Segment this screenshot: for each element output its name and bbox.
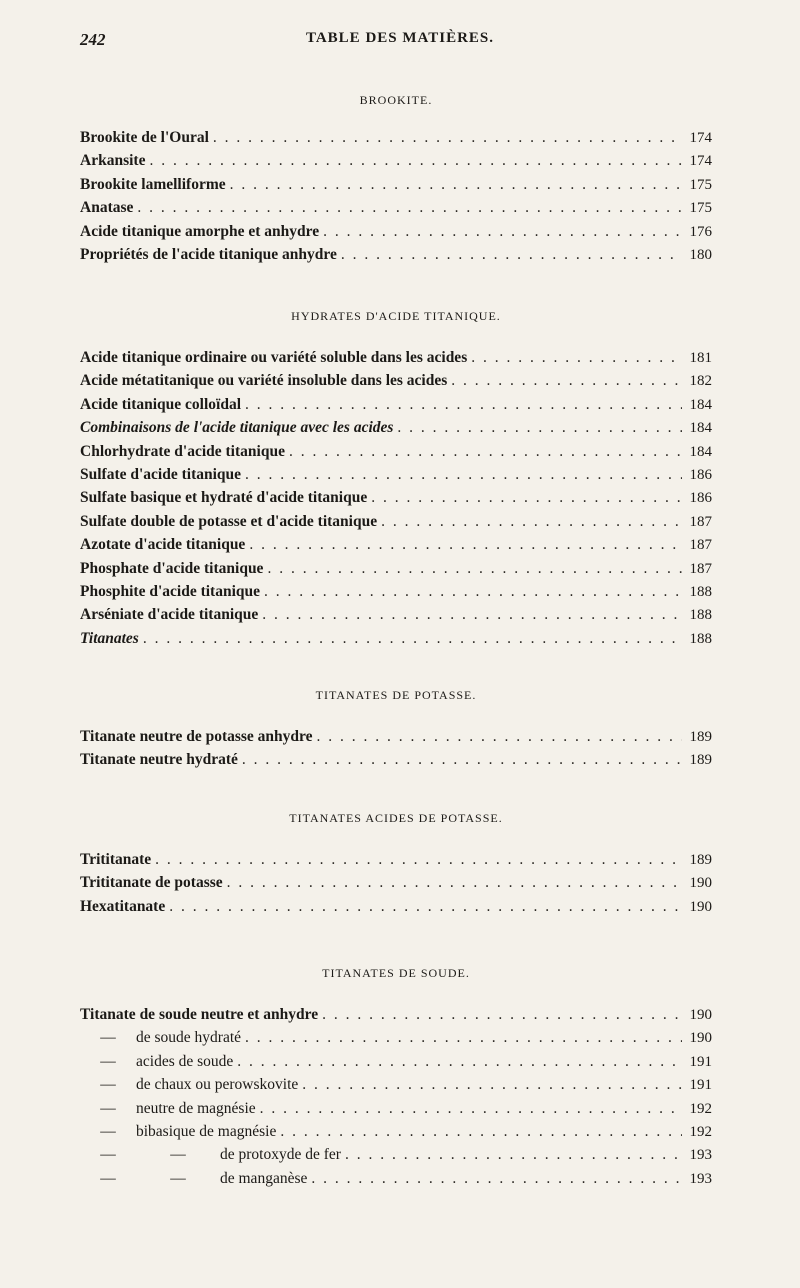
dot-leader: [169, 895, 682, 918]
toc-entry: [80, 627, 712, 650]
entry-label: Acide titanique colloïdal: [80, 395, 242, 413]
section-heading: TITANATES ACIDES DE POTASSE.: [289, 811, 503, 825]
entry-label: Hexatitanate: [80, 897, 166, 915]
entry-label: Trititanate de potasse: [80, 874, 223, 892]
entry-label: Sulfate d'acide titanique: [80, 465, 242, 483]
entry-page-number: 175: [689, 176, 712, 193]
dot-leader: [262, 603, 682, 626]
entry-label: [80, 1026, 241, 1049]
toc-entry: [80, 126, 712, 149]
entry-label: [80, 1120, 276, 1143]
toc-entry: [80, 1050, 712, 1073]
entry-label: Anatase: [80, 199, 134, 217]
dot-leader: [245, 1026, 682, 1049]
entry-page-number: 189: [689, 852, 712, 868]
entry-label: [80, 1143, 341, 1166]
entry-page-number: 187: [689, 537, 712, 554]
entry-label: Phosphite d'acide titanique: [80, 582, 260, 600]
entry-label: Phosphate d'acide titanique: [80, 559, 264, 577]
dot-leader: [471, 346, 682, 369]
entry-page-number: 190: [689, 875, 712, 892]
ditto-dash: —: [100, 1169, 116, 1187]
entry-page-number: 184: [689, 420, 712, 437]
dot-leader: [371, 486, 682, 509]
toc-section: [80, 306, 712, 650]
toc-entries: [80, 1003, 712, 1190]
toc-entry: [80, 1143, 712, 1166]
dot-leader: [245, 463, 682, 486]
entry-page-number: 186: [689, 466, 712, 483]
entry-label: Acide métatitanique ou variété insoluble dans les acides: [80, 372, 448, 390]
toc-entries: [80, 346, 712, 650]
toc-entry: [80, 243, 712, 266]
dot-leader: [155, 848, 682, 871]
toc-entry: [80, 725, 712, 748]
entry-page-number: 176: [689, 223, 712, 240]
toc-section: [80, 685, 712, 772]
dot-leader: [264, 580, 682, 603]
entry-page-number: 186: [689, 490, 712, 507]
entry-text: de chaux ou perowskovite: [136, 1076, 299, 1094]
toc-entry: [80, 1120, 712, 1143]
entry-page-number: 189: [689, 729, 712, 745]
toc-entry: [80, 1097, 712, 1120]
dot-leader: [143, 627, 682, 650]
entry-text: neutre de magnésie: [136, 1099, 256, 1117]
toc-entry: [80, 1003, 712, 1026]
dot-leader: [237, 1050, 682, 1073]
dot-leader: [322, 1003, 682, 1026]
toc-entry: [80, 220, 712, 243]
ditto-dash: —: [100, 1076, 116, 1094]
ditto-dash: —: [100, 1146, 116, 1164]
section-heading: HYDRATES D'ACIDE TITANIQUE.: [291, 309, 501, 323]
entry-label: Acide titanique ordinaire ou variété soluble dans les acides: [80, 349, 468, 366]
dot-leader: [267, 557, 682, 580]
ditto-dash: —: [170, 1169, 186, 1187]
dot-leader: [323, 220, 682, 243]
entry-label: Titanate de soude neutre et anhydre: [80, 1006, 319, 1023]
ditto-dash: —: [100, 1029, 116, 1047]
entry-label: Sulfate basique et hydraté d'acide titanique: [80, 489, 368, 507]
dot-leader: [260, 1097, 682, 1120]
entry-label: Propriétés de l'acide titanique anhydre: [80, 245, 337, 263]
dot-leader: [149, 149, 682, 172]
entry-page-number: 192: [689, 1123, 712, 1140]
toc-entry: [80, 895, 712, 918]
entry-label: Combinaisons de l'acide titanique avec les acides: [80, 419, 394, 437]
ditto-dash: —: [170, 1146, 186, 1164]
ditto-dash: —: [100, 1099, 116, 1117]
section-heading: TITANATES DE POTASSE.: [315, 688, 477, 702]
entry-text: de manganèse: [220, 1169, 308, 1187]
entry-page-number: 175: [689, 200, 712, 217]
dot-leader: [451, 369, 682, 392]
toc-entry: [80, 346, 712, 369]
entry-page-number: 190: [689, 1030, 712, 1047]
toc-entry: [80, 440, 712, 463]
entry-text: bibasique de magnésie: [136, 1122, 277, 1140]
dot-leader: [213, 126, 682, 149]
toc-entry: [80, 510, 712, 533]
toc-entry: [80, 871, 712, 894]
dot-leader: [289, 440, 682, 463]
entry-label: Titanate neutre de potasse anhydre: [80, 728, 313, 745]
toc-entry: [80, 196, 712, 219]
section-heading: TITANATES DE SOUDE.: [322, 966, 470, 980]
toc-entry: [80, 369, 712, 392]
dot-leader: [230, 173, 682, 196]
toc-section: [80, 90, 712, 266]
dot-leader: [280, 1120, 682, 1143]
page-number: 242: [80, 30, 106, 49]
entry-page-number: 188: [689, 607, 712, 624]
toc-entry: [80, 1026, 712, 1049]
entry-label: Brookite de l'Oural: [80, 129, 209, 146]
entry-label: [80, 1167, 307, 1190]
dot-leader: [311, 1167, 682, 1190]
entry-page-number: 180: [689, 246, 712, 263]
toc-entry: [80, 149, 712, 172]
dot-leader: [302, 1073, 682, 1096]
toc-entry: [80, 848, 712, 871]
toc-entry: [80, 533, 712, 556]
dot-leader: [381, 510, 682, 533]
entry-label: Sulfate double de potasse et d'acide titanique: [80, 512, 378, 530]
entry-page-number: 193: [689, 1147, 712, 1164]
entry-text: de protoxyde de fer: [220, 1146, 341, 1164]
entry-page-number: 188: [689, 630, 712, 647]
entry-label: Arkansite: [80, 152, 146, 170]
dot-leader: [249, 533, 682, 556]
entry-page-number: 190: [689, 1007, 712, 1023]
entry-text: de soude hydraté: [136, 1029, 242, 1047]
entry-label: [80, 1097, 256, 1120]
entry-text: acides de soude: [136, 1052, 234, 1070]
entry-page-number: 181: [689, 350, 712, 366]
dot-leader: [397, 416, 682, 439]
toc-entry: [80, 486, 712, 509]
toc-entry: [80, 393, 712, 416]
entry-page-number: 192: [689, 1100, 712, 1117]
running-title: TABLE DES MATIÈRES.: [305, 30, 495, 46]
entry-page-number: 184: [689, 396, 712, 413]
dot-leader: [227, 871, 682, 894]
section-heading: BROOKITE.: [359, 93, 433, 107]
dot-leader: [137, 196, 682, 219]
dot-leader: [245, 393, 682, 416]
toc-entry: [80, 1073, 712, 1096]
ditto-dash: —: [100, 1122, 116, 1140]
toc-entry: [80, 557, 712, 580]
toc-entries: [80, 126, 712, 266]
entry-label: Brookite lamelliforme: [80, 175, 226, 193]
entry-label: [80, 1073, 298, 1096]
entry-label: Chlorhydrate d'acide titanique: [80, 442, 285, 460]
dot-leader: [242, 748, 682, 771]
dot-leader: [317, 725, 682, 748]
toc-entry: [80, 1167, 712, 1190]
entry-page-number: 184: [689, 443, 712, 460]
entry-label: Arséniate d'acide titanique: [80, 606, 259, 624]
entry-label: Azotate d'acide titanique: [80, 536, 246, 554]
entry-page-number: 188: [689, 583, 712, 600]
page-header: [80, 30, 720, 54]
toc-section: [80, 963, 712, 1190]
entry-page-number: 193: [689, 1170, 712, 1187]
entry-label: [80, 1050, 233, 1073]
toc-entry: [80, 748, 712, 771]
entry-page-number: 191: [689, 1077, 712, 1094]
entry-page-number: 174: [689, 130, 712, 146]
toc-entries: [80, 848, 712, 918]
entry-page-number: 190: [689, 898, 712, 915]
entry-page-number: 182: [689, 373, 712, 390]
entry-label: Trititanate: [80, 851, 152, 868]
entry-page-number: 189: [689, 752, 712, 769]
entry-page-number: 187: [689, 560, 712, 577]
toc-entries: [80, 725, 712, 772]
toc-section: [80, 808, 712, 918]
entry-label: Titanates: [80, 629, 139, 647]
entry-label: Acide titanique amorphe et anhydre: [80, 222, 320, 240]
toc-entry: [80, 173, 712, 196]
ditto-dash: —: [100, 1052, 116, 1070]
entry-label: Titanate neutre hydraté: [80, 751, 238, 769]
toc-entry: [80, 416, 712, 439]
entry-page-number: 174: [689, 153, 712, 170]
dot-leader: [341, 243, 682, 266]
toc-entry: [80, 603, 712, 626]
dot-leader: [345, 1143, 682, 1166]
entry-page-number: 191: [689, 1053, 712, 1070]
toc-entry: [80, 463, 712, 486]
toc-entry: [80, 580, 712, 603]
entry-page-number: 187: [689, 513, 712, 530]
